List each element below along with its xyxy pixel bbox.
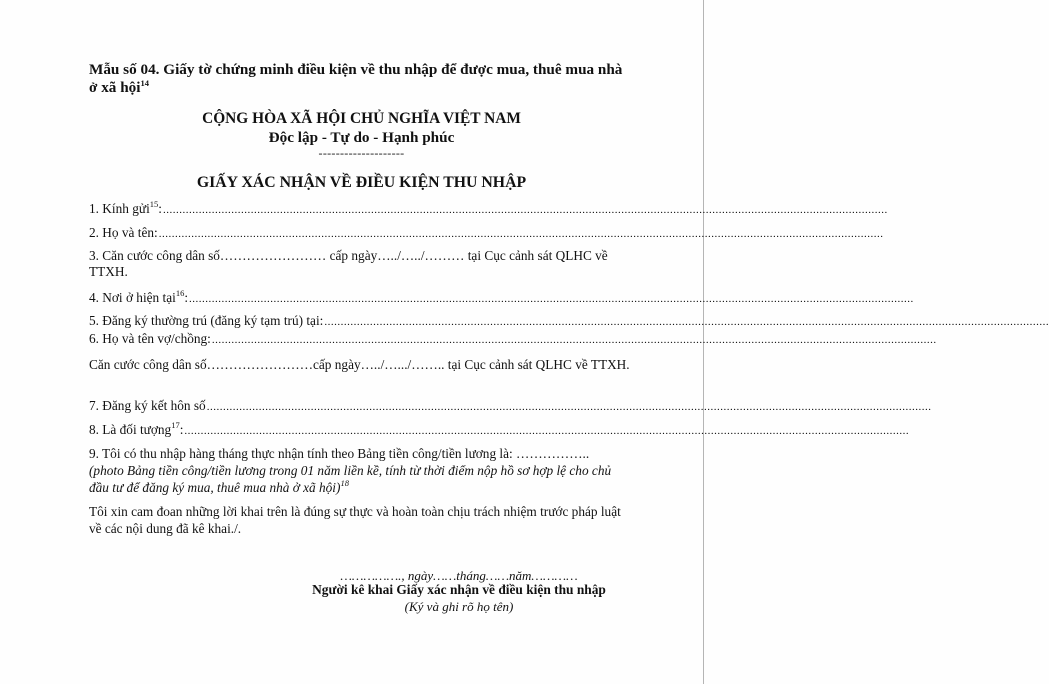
field-label: 2. Họ và tên:: [89, 225, 158, 240]
field-recipient[interactable]: [89, 199, 888, 218]
field-spouse-name[interactable]: [89, 331, 937, 348]
field-spouse-citizen-id[interactable]: [89, 357, 631, 373]
field-label: 1. Kính gửi$^{15}$:: [89, 199, 162, 216]
fill-dots: ...............................................................................................................................................................................................................................: [211, 334, 937, 346]
form-title-text: Mẫu số 04. Giấy tờ chứng minh điều kiện về thu nhập để được mua, thuê mua nhà ở xã hội: [89, 61, 623, 96]
field-citizen-id[interactable]: [89, 248, 631, 280]
field-current-residence[interactable]: [89, 288, 914, 307]
footnote-ref: 18: [340, 478, 349, 488]
field-marriage-registration[interactable]: [89, 398, 932, 415]
fill-dots: ...............................................................................................................................................................................................................................: [162, 204, 888, 216]
field-label: 6. Họ và tên vợ/chồng:: [89, 331, 211, 346]
fill-dots: ...............................................................................................................................................................................................................................: [206, 401, 932, 413]
signature-instruction: (Ký và ghi rõ họ tên): [404, 599, 514, 614]
field-text: 3. Căn cước công dân số…………………… cấp ngày…../…../……… tại Cục cảnh sát QLHC về TTXH.: [89, 248, 608, 279]
document-title: GIẤY XÁC NHẬN VỀ ĐIỀU KIỆN THU NHẬP: [196, 174, 527, 191]
fill-dots: ...............................................................................................................................................................................................................................: [324, 316, 1049, 328]
fill-dots: ...............................................................................................................................................................................................................................: [184, 425, 910, 437]
fill-dots: ...............................................................................................................................................................................................................................: [158, 228, 884, 240]
declaration-text: Tôi xin cam đoan những lời khai trên là đúng sự thực và hoàn toàn chịu trách nhiệm trước pháp luật về các nội dung đã kê khai./.: [89, 504, 621, 536]
footnote-ref: 14: [140, 78, 149, 88]
footnote-ref: 16: [175, 288, 185, 298]
national-title: CỘNG HÒA XÃ HỘI CHỦ NGHĨA VIỆT NAM: [202, 110, 521, 127]
field-monthly-income[interactable]: [89, 445, 634, 496]
field-full-name[interactable]: [89, 225, 884, 242]
separator-line: --------------------: [318, 146, 405, 160]
fill-dots: ...............................................................................................................................................................................................................................: [189, 293, 914, 305]
field-registered-residence[interactable]: [89, 313, 1049, 330]
field-note: (photo Bảng tiền công/tiền lương trong 01 năm liền kề, tính từ thời điểm nộp hồ sơ hợp lệ cho chủ đầu tư để đăng ký mua, thuê mua nhà ở xã hội)$^{18}$: [89, 463, 612, 495]
form-title: [89, 61, 634, 97]
footnote-ref: 17: [171, 420, 180, 430]
field-beneficiary-type[interactable]: [89, 420, 910, 439]
field-text: Căn cước công dân số……………………cấp ngày…../….../…….. tại Cục cảnh sát QLHC về TTXH.: [89, 357, 630, 372]
signature-role: Người kê khai Giấy xác nhận về điều kiện thu nhập: [312, 582, 606, 597]
field-label: 7. Đăng ký kết hôn số: [89, 398, 206, 413]
field-label: 8. Là đối tượng$^{17}$:: [89, 420, 184, 437]
national-motto: Độc lập - Tự do - Hạnh phúc: [268, 129, 455, 146]
signature-date-line[interactable]: ……………., ngày……tháng……năm…………: [340, 568, 578, 583]
field-label: 5. Đăng ký thường trú (đăng ký tạm trú) tại:: [89, 313, 324, 328]
field-label: 4. Nơi ở hiện tại$^{16}$:: [89, 288, 189, 305]
footnote-ref: 15: [149, 199, 159, 209]
field-text: 9. Tôi có thu nhập hàng tháng thực nhận tính theo Bảng tiền công/tiền lương là: ……………..: [89, 446, 590, 461]
